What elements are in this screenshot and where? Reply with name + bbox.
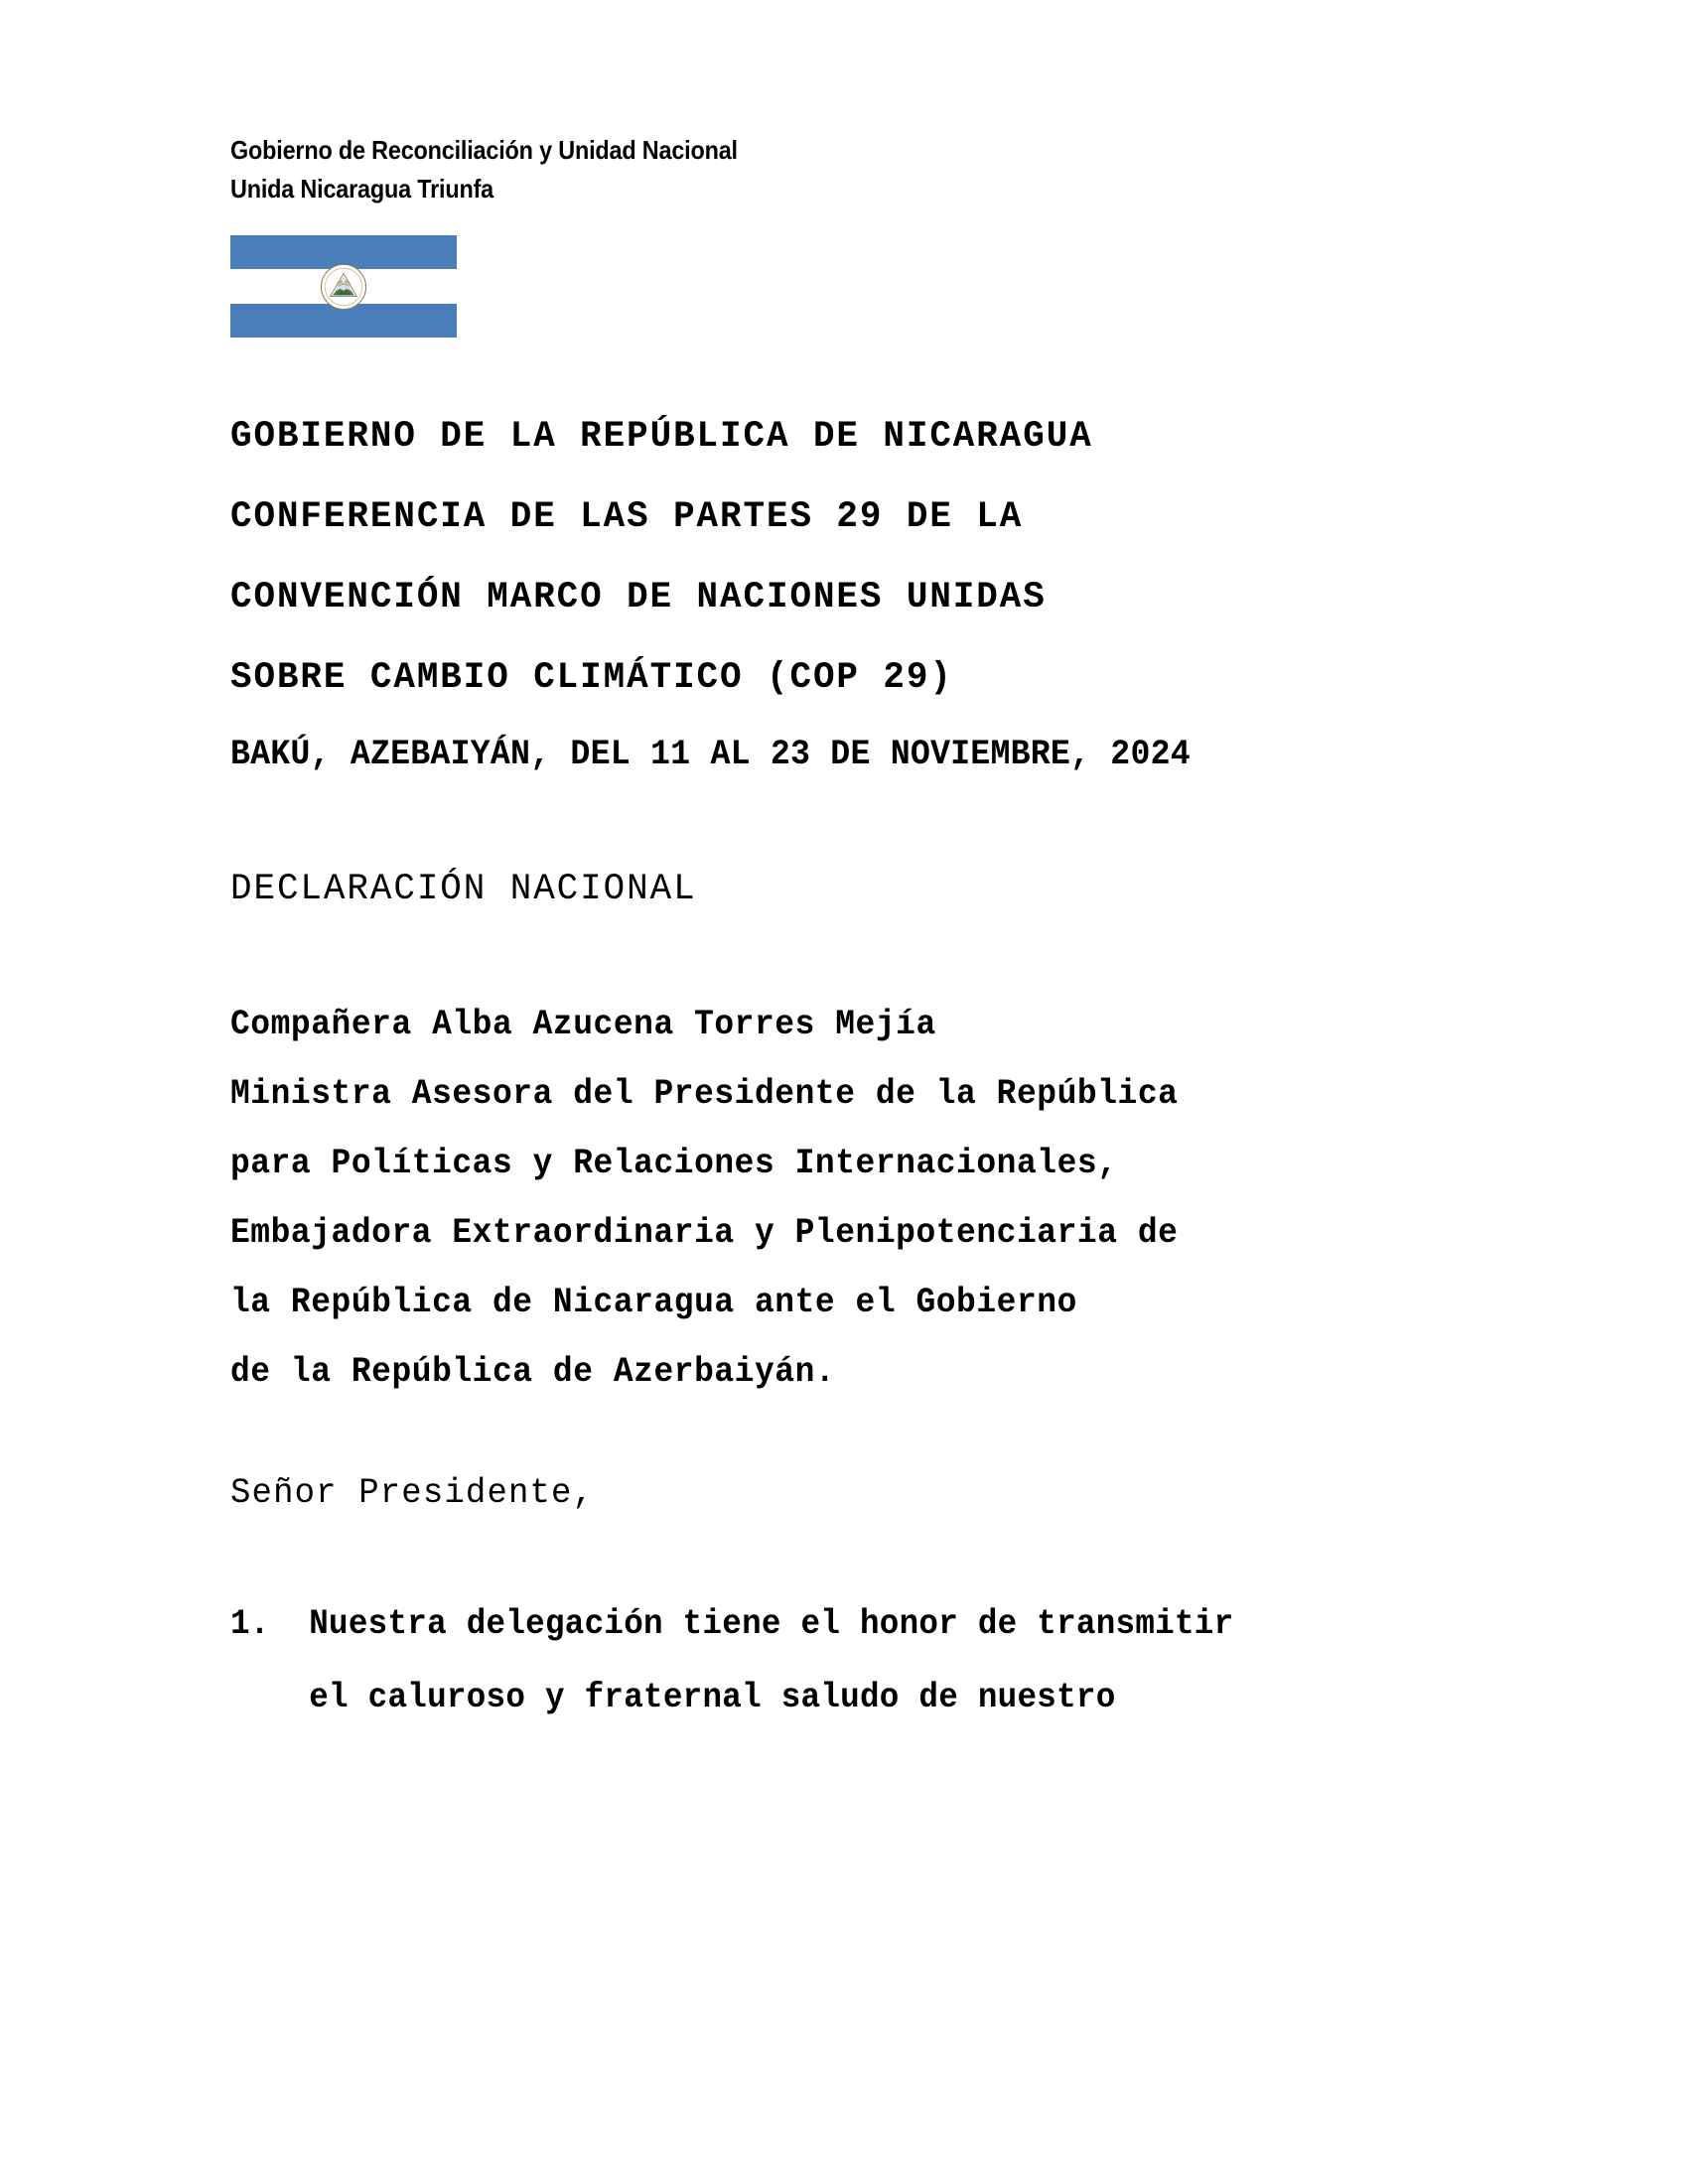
addressee-line-5: la República de Nicaragua ante el Gobierno <box>230 1283 1077 1322</box>
flag-graphic <box>230 235 457 338</box>
addressee-line-6: de la República de Azerbaiyán. <box>230 1352 836 1392</box>
document-body <box>230 397 1551 1734</box>
spacer <box>230 1407 1551 1458</box>
salutation: Señor Presidente, <box>230 1473 595 1513</box>
nicaragua-flag <box>230 235 457 338</box>
title-line-1: GOBIERNO DE LA REPÚBLICA DE NICARAGUA <box>230 416 1093 458</box>
title-line-4: SOBRE CAMBIO CLIMÁTICO (COP 29) <box>230 657 953 699</box>
spacer <box>230 930 1551 990</box>
paragraph-1-line-1: 1. Nuestra delegación tiene el honor de transmitir <box>230 1604 1234 1644</box>
spacer <box>230 790 1551 850</box>
masthead-line-1: Gobierno de Reconciliación y Unidad Nacional <box>230 135 738 165</box>
masthead-line-2: Unida Nicaragua Triunfa <box>230 174 494 204</box>
venue-line: BAKÚ, AZEBAIYÁN, DEL 11 AL 23 DE NOVIEMBRE, 2024 <box>230 735 1191 774</box>
addressee-line-3: para Políticas y Relaciones Internacionales, <box>230 1144 1118 1183</box>
addressee-line-1: Compañera Alba Azucena Torres Mejía <box>230 1005 936 1044</box>
addressee-line-4: Embajadora Extraordinaria y Plenipotenciaria de <box>230 1213 1179 1253</box>
masthead <box>230 131 1323 208</box>
coat-of-arms-icon <box>320 263 367 311</box>
title-line-3: CONVENCIÓN MARCO DE NACIONES UNIDAS <box>230 577 1047 618</box>
paragraph-1-line-2: el caluroso y fraternal saludo de nuestro <box>230 1678 1116 1717</box>
section-heading: DECLARACIÓN NACIONAL <box>230 869 697 910</box>
addressee-line-2: Ministra Asesora del Presidente de la República <box>230 1074 1179 1114</box>
spacer <box>230 1528 1551 1587</box>
title-line-2: CONFERENCIA DE LAS PARTES 29 DE LA <box>230 496 1024 538</box>
